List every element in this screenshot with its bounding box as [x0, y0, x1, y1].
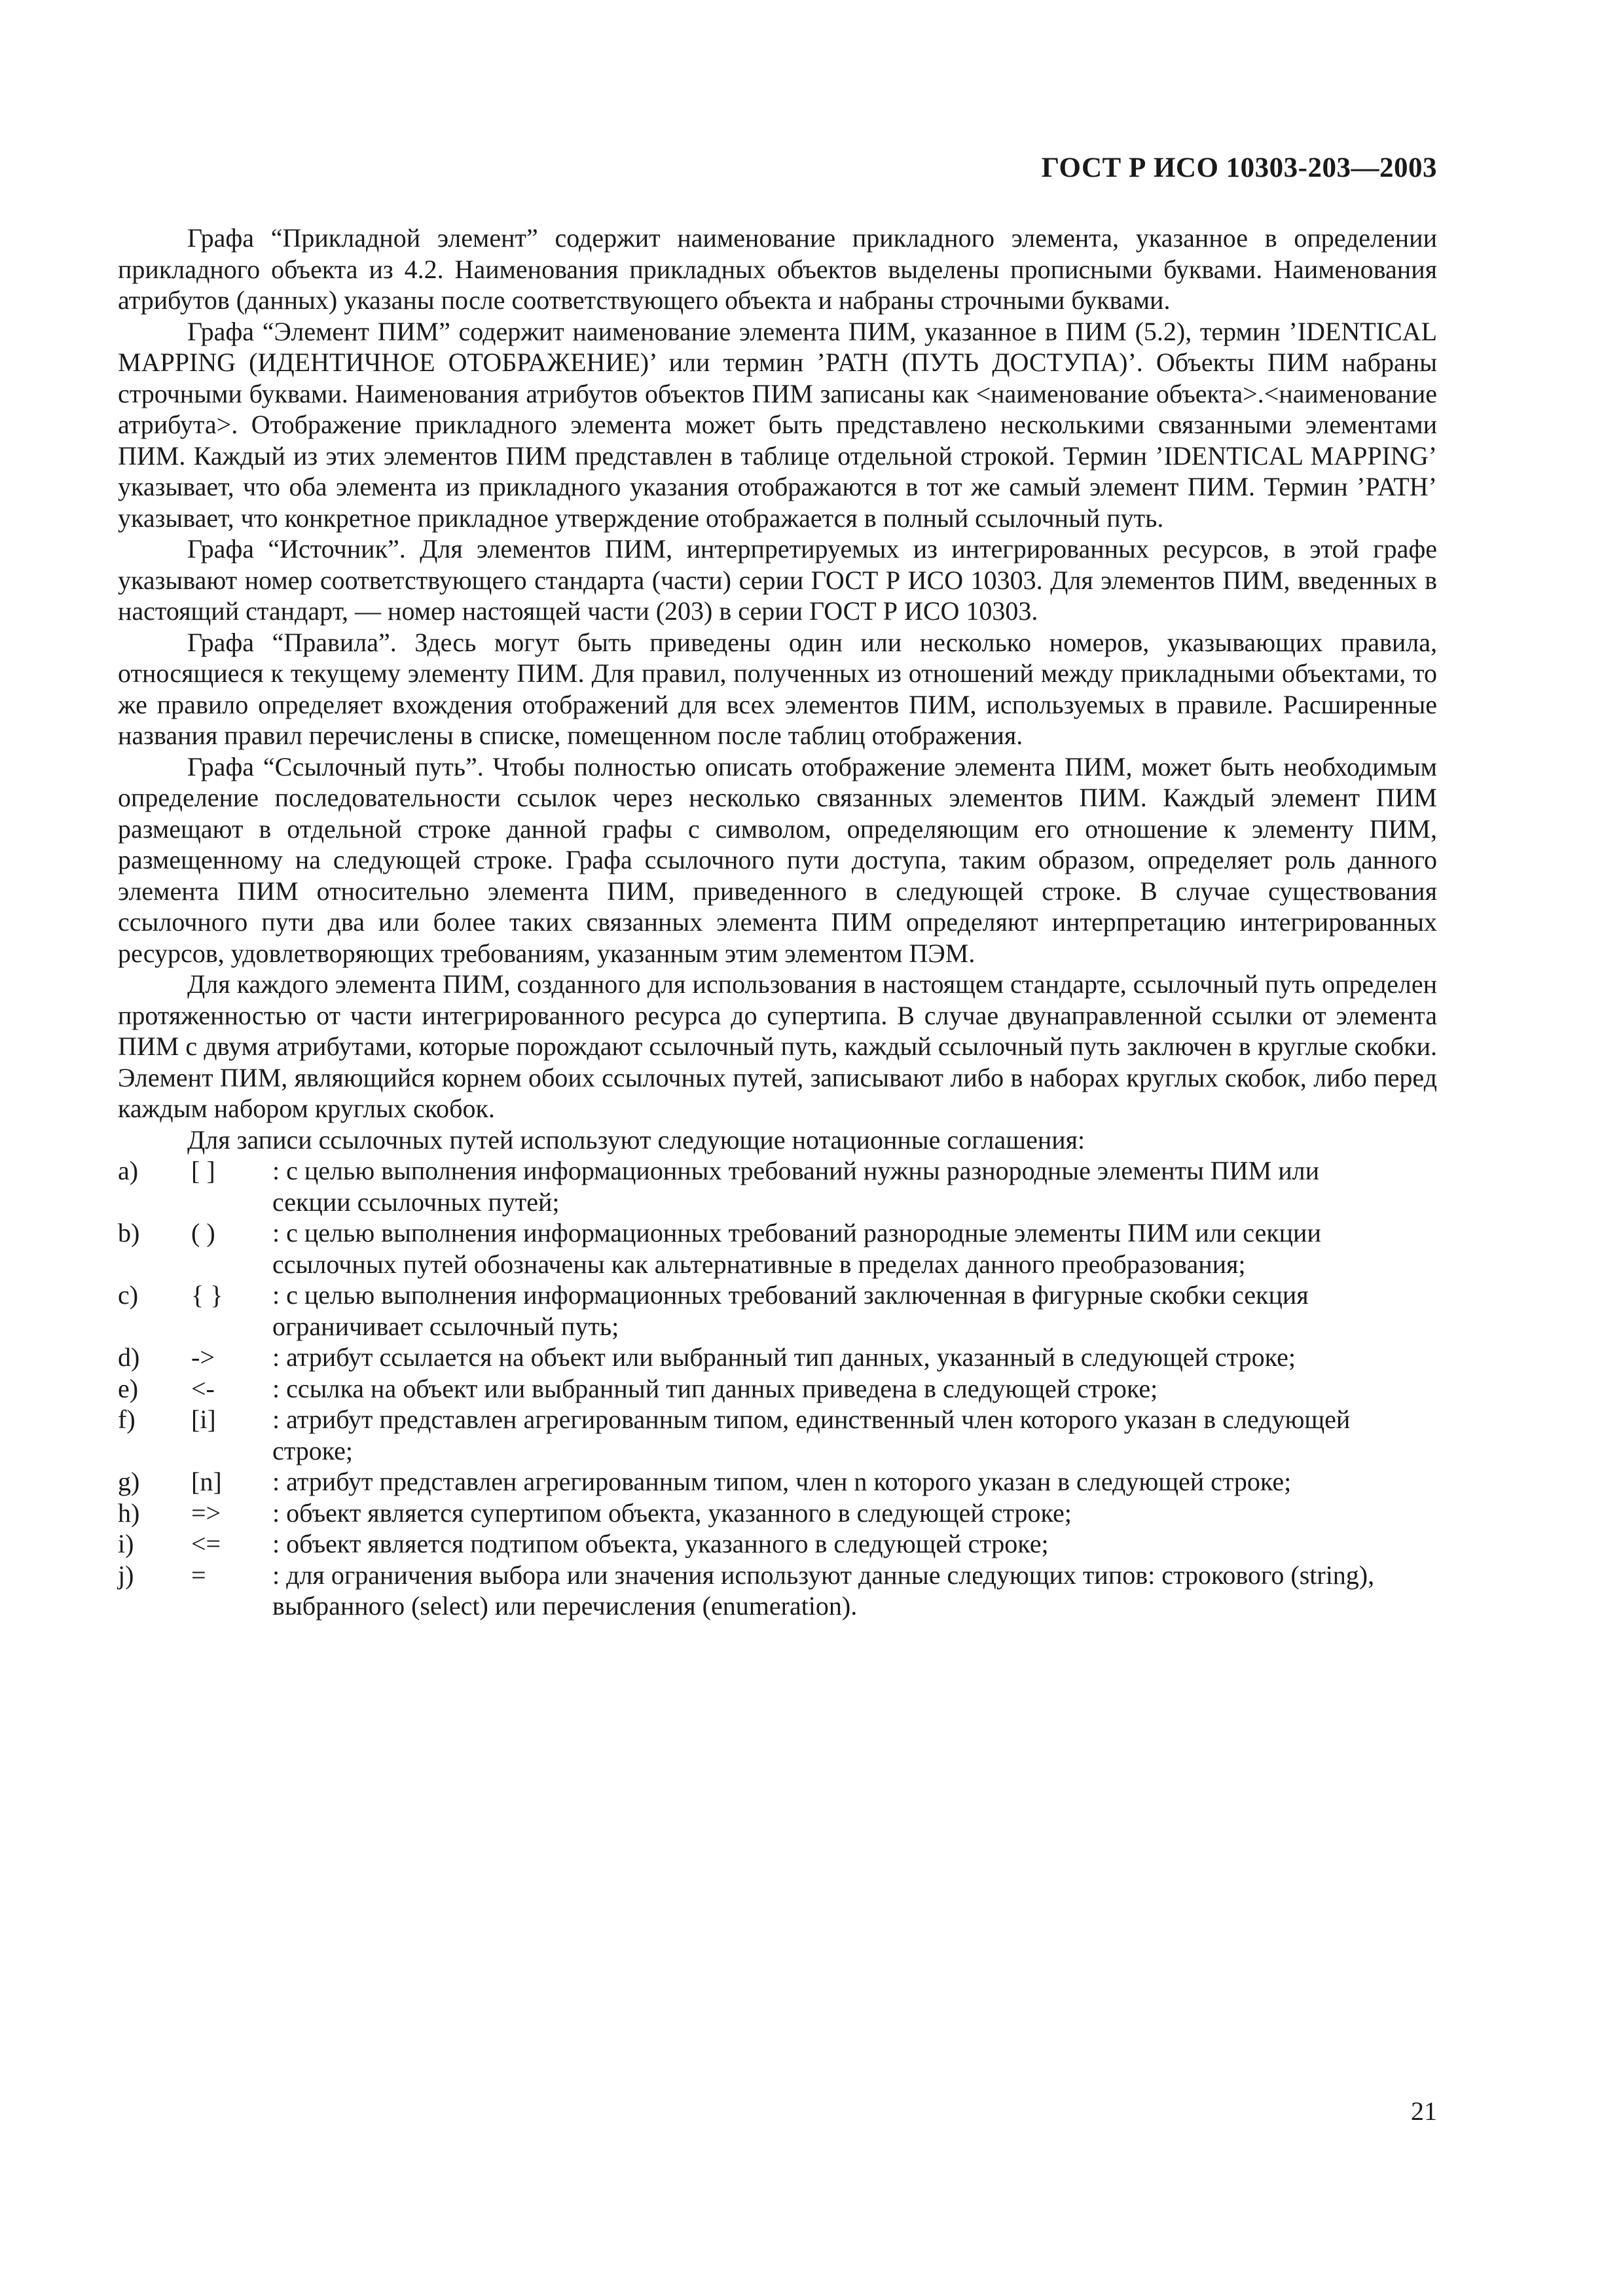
list-item — [118, 1155, 1437, 1217]
list-item-letter: a) — [118, 1156, 139, 1185]
document-body — [118, 223, 1437, 1622]
list-item-letter: g) — [118, 1467, 140, 1496]
paragraph-reference-path: Графа “Ссылочный путь”. Чтобы полностью описать отображение элемента ПИМ, может быть необходимым определение последовательности ссылок через несколько связанных элементов ПИМ. Каждый элемент ПИМ размещают в отдельной строке данной графы с символом, определяющим его отношение к элементу ПИМ, размещенному на следующей строке. Графа ссылочного пути доступа, таким образом, определяет роль данного элемента ПИМ относительно элемента ПИМ, приведенного в следующей строке. В случае существования ссылочного пути два или более таких связанных элемента ПИМ определяют интерпретацию интегрированных ресурсов, удовлетворяющих требованиям, указанным этим элементом ПЭМ. — [118, 751, 1437, 968]
list-item — [118, 1373, 1437, 1405]
list-item-symbol: <- — [191, 1373, 215, 1403]
list-item-symbol: <= — [191, 1529, 221, 1558]
list-item — [118, 1404, 1437, 1466]
list-item-symbol: => — [191, 1498, 221, 1528]
list-item-symbol: [i] — [191, 1405, 216, 1434]
list-item-letter: i) — [118, 1529, 134, 1558]
list-item-symbol: ( ) — [191, 1218, 215, 1247]
list-item-letter: c) — [118, 1280, 139, 1310]
list-item-letter: j) — [118, 1560, 134, 1590]
paragraph-rules: Графа “Правила”. Здесь могут быть приведены один или несколько номеров, указывающих правила, относящиеся к текущему элементу ПИМ. Для правил, полученных из отношений между прикладными объектами, то же правило определяет вхождения отображений для всех элементов ПИМ, используемых в правиле. Расширенные названия правил перечислены в списке, помещенном после таблиц отображения. — [118, 627, 1437, 750]
list-item-symbol: -> — [191, 1342, 215, 1372]
notation-intro: Для записи ссылочных путей используют следующие нотационные соглашения: — [187, 1124, 1085, 1155]
list-item-letter: h) — [118, 1498, 140, 1528]
list-item-letter: b) — [118, 1218, 140, 1247]
list-item-symbol: [ ] — [191, 1156, 215, 1185]
list-item-text: : для ограничения выбора или значения используют данные следующих типов: строкового (string), выбранного (select) или перечисления (enumeration). — [272, 1560, 1375, 1621]
paragraph-pim-element: Графа “Элемент ПИМ” содержит наименование элемента ПИМ, указанное в ПИМ (5.2), термин ’IDENTICAL MAPPING (ИДЕНТИЧНОЕ ОТОБРАЖЕНИЕ)’ или термин ’PATH (ПУТЬ ДОСТУПА)’. Объекты ПИМ набраны строчными буквами. Наименования атрибутов объектов ПИМ записаны как <наименование объекта>.<наименование атрибута>. Отображение прикладного элемента может быть представлено несколькими связанными элементами ПИМ. Каждый из этих элементов ПИМ представлен в таблице отдельной строкой. Термин ’IDENTICAL MAPPING’ указывает, что оба элемента из прикладного указания отображаются в тот же самый элемент ПИМ. Термин ’PATH’ указывает, что конкретное прикладное утверждение отображается в полный ссылочный путь. — [118, 316, 1437, 533]
paragraph-source: Графа “Источник”. Для элементов ПИМ, интерпретируемых из интегрированных ресурсов, в этой графе указывают номер соответствующего стандарта (части) серии ГОСТ Р ИСО 10303. Для элементов ПИМ, введенных в настоящий стандарт, — номер настоящей части (203) в серии ГОСТ Р ИСО 10303. — [118, 534, 1437, 626]
list-item — [118, 1466, 1437, 1498]
list-item-letter: e) — [118, 1373, 139, 1403]
list-item — [118, 1217, 1437, 1280]
list-item-text: : атрибут представлен агрегированным типом, член n которого указан в следующей строке; — [272, 1467, 1292, 1496]
list-item — [118, 1498, 1437, 1529]
list-item-text: : ссылка на объект или выбранный тип данных приведена в следующей строке; — [272, 1373, 1158, 1403]
list-item-text: : с целью выполнения информационных требований заключенная в фигурные скобки секция ограничивает ссылочный путь; — [272, 1280, 1309, 1341]
list-item — [118, 1280, 1437, 1342]
list-item — [118, 1528, 1437, 1560]
list-item-letter: f) — [118, 1405, 136, 1434]
standard-header: ГОСТ Р ИСО 10303-203—2003 — [1041, 152, 1437, 183]
list-item-symbol: = — [191, 1560, 206, 1590]
paragraph-pim-element-usage: Для каждого элемента ПИМ, созданного для использования в настоящем стандарте, ссылочный путь определен протяженностью от части интегрированного ресурса до супертипа. В случае двунаправленной ссылки от элемента ПИМ с двумя атрибутами, которые порождают ссылочный путь, каждый ссылочный путь заключен в круглые скобки. Элемент ПИМ, являющийся корнем обоих ссылочных путей, записывают либо в наборах круглых скобок, либо перед каждым набором круглых скобок. — [118, 969, 1437, 1123]
page-number: 21 — [1411, 2096, 1437, 2126]
list-item-symbol: { } — [191, 1280, 223, 1310]
list-item-text: : атрибут представлен агрегированным типом, единственный член которого указан в следующей строке; — [272, 1405, 1351, 1465]
list-item-text: : атрибут ссылается на объект или выбранный тип данных, указанный в следующей строке; — [272, 1342, 1296, 1372]
list-item — [118, 1342, 1437, 1373]
list-item-text: : с целью выполнения информационных требований разнородные элементы ПИМ или секции ссылочных путей обозначены как альтернативные в пределах данного преобразования; — [272, 1218, 1321, 1279]
list-item-letter: d) — [118, 1342, 140, 1372]
notation-list — [118, 1155, 1437, 1622]
document-page — [118, 0, 1437, 2296]
list-item-text: : объект является супертипом объекта, указанного в следующей строке; — [272, 1498, 1072, 1528]
list-item-symbol: [n] — [191, 1467, 222, 1496]
list-item-text: : с целью выполнения информационных требований нужны разнородные элементы ПИМ или секции ссылочных путей; — [272, 1156, 1320, 1217]
list-item-text: : объект является подтипом объекта, указанного в следующей строке; — [272, 1529, 1049, 1558]
list-item — [118, 1560, 1437, 1622]
paragraph-application-element: Графа “Прикладной элемент” содержит наименование прикладного элемента, указанное в определении прикладного объекта из 4.2. Наименования прикладных объектов выделены прописными буквами. Наименования атрибутов (данных) указаны после соответствующего объекта и набраны строчными буквами. — [118, 223, 1437, 315]
